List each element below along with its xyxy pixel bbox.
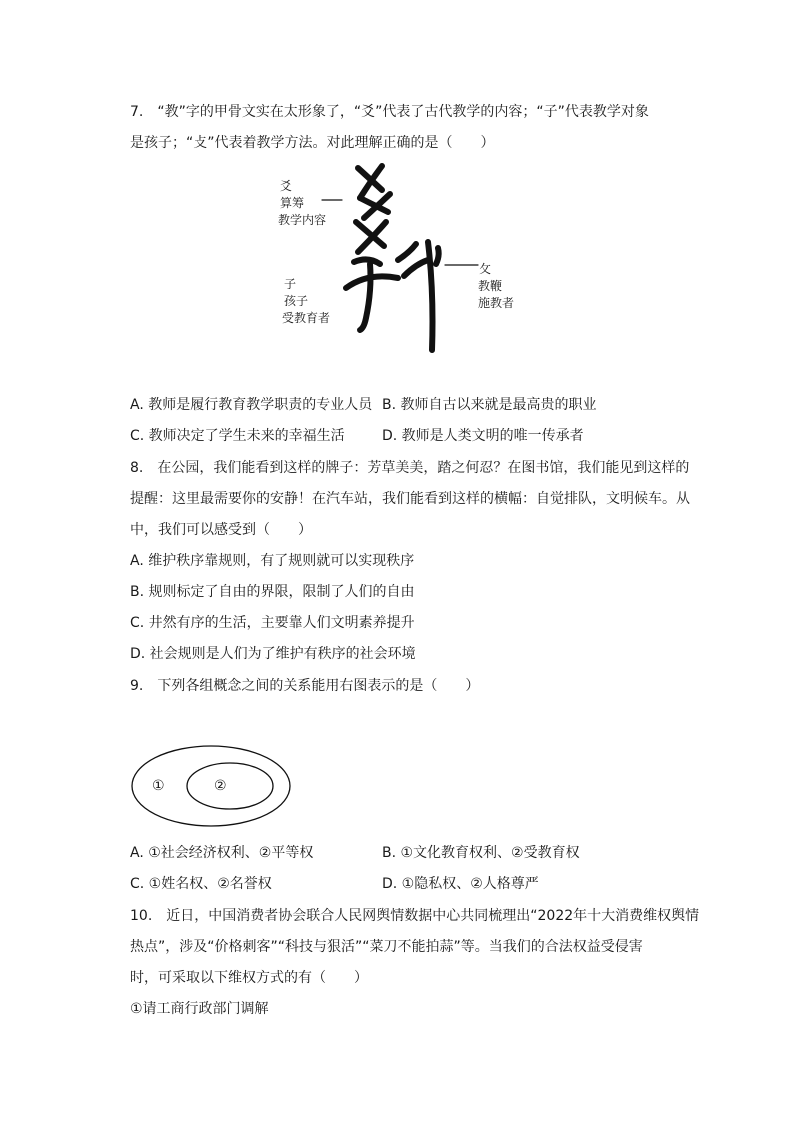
q8-option-b[interactable]: B. 规则标定了自由的界限，限制了人们的自由 bbox=[130, 584, 415, 600]
figure-label-pu: 攵 bbox=[479, 262, 492, 276]
figure-label-content: 教学内容 bbox=[278, 213, 327, 227]
q10-item-1: ①请工商行政部门调解 bbox=[130, 1001, 269, 1017]
q8-option-a[interactable]: A. 维护秩序靠规则，有了规则就可以实现秩序 bbox=[130, 553, 415, 569]
diagram-label-inner: ② bbox=[214, 778, 227, 794]
figure-label-whip: 教鞭 bbox=[478, 279, 503, 293]
q7-option-a[interactable]: A. 教师是履行教育教学职责的专业人员 bbox=[130, 397, 373, 413]
figure-label-student: 受教育者 bbox=[282, 311, 331, 325]
figure-label-suanchou: 算筹 bbox=[280, 196, 305, 210]
diagram-label-outer: ① bbox=[152, 778, 165, 794]
figure-label-yao: 爻 bbox=[280, 179, 293, 193]
q9-option-c[interactable]: C. ①姓名权、②名誉权 bbox=[130, 876, 272, 892]
q7-option-b[interactable]: B. 教师自古以来就是最高贵的职业 bbox=[382, 397, 597, 413]
q10-stem-line3: 时，可采取以下维权方式的有（ ） bbox=[130, 970, 368, 986]
q8-stem-line3: 中，我们可以感受到（ ） bbox=[130, 522, 312, 538]
q7-option-d[interactable]: D. 教师是人类文明的唯一传承者 bbox=[382, 428, 584, 444]
q8-option-d[interactable]: D. 社会规则是人们为了维护有秩序的社会环境 bbox=[130, 646, 416, 662]
q9-option-d[interactable]: D. ①隐私权、②人格尊严 bbox=[382, 876, 539, 892]
q9-option-b[interactable]: B. ①文化教育权利、②受教育权 bbox=[382, 845, 580, 861]
q10-stem-line2: 热点”，涉及“价格刺客”“科技与狠活”“菜刀不能拍蒜”等。当我们的合法权益受侵害 bbox=[130, 939, 643, 955]
oracle-bone-character-jiao bbox=[320, 160, 480, 360]
q10-stem-line1: 10. 近日，中国消费者协会联合人民网舆情数据中心共同梳理出“2022年十大消费维权舆情 bbox=[130, 908, 700, 924]
q8-option-c[interactable]: C. 井然有序的生活，主要靠人们文明素养提升 bbox=[130, 615, 415, 631]
q8-stem-line1: 8. 在公园，我们能看到这样的牌子：芳草美美，踏之何忍？在图书馆，我们能见到这样的 bbox=[130, 460, 690, 476]
figure-label-teacher: 施教者 bbox=[478, 296, 515, 310]
q7-stem-line1: 7. “教”字的甲骨文实在太形象了，“爻”代表了古代教学的内容；“子”代表教学对象 bbox=[130, 104, 649, 120]
q8-stem-line2: 提醒：这里最需要你的安静！在汽车站，我们能看到这样的横幅：自觉排队，文明候车。从 bbox=[130, 491, 690, 507]
q7-option-c[interactable]: C. 教师决定了学生未来的幸福生活 bbox=[130, 428, 345, 444]
q9-stem-line1: 9. 下列各组概念之间的关系能用右图表示的是（ ） bbox=[130, 678, 480, 694]
inner-ellipse bbox=[187, 763, 273, 809]
q9-option-a[interactable]: A. ①社会经济权利、②平等权 bbox=[130, 845, 314, 861]
figure-label-zi: 子 bbox=[284, 277, 297, 291]
figure-label-child: 孩子 bbox=[284, 294, 309, 308]
q7-stem-line2: 是孩子；“攴”代表着教学方法。对此理解正确的是（ ） bbox=[130, 135, 495, 151]
